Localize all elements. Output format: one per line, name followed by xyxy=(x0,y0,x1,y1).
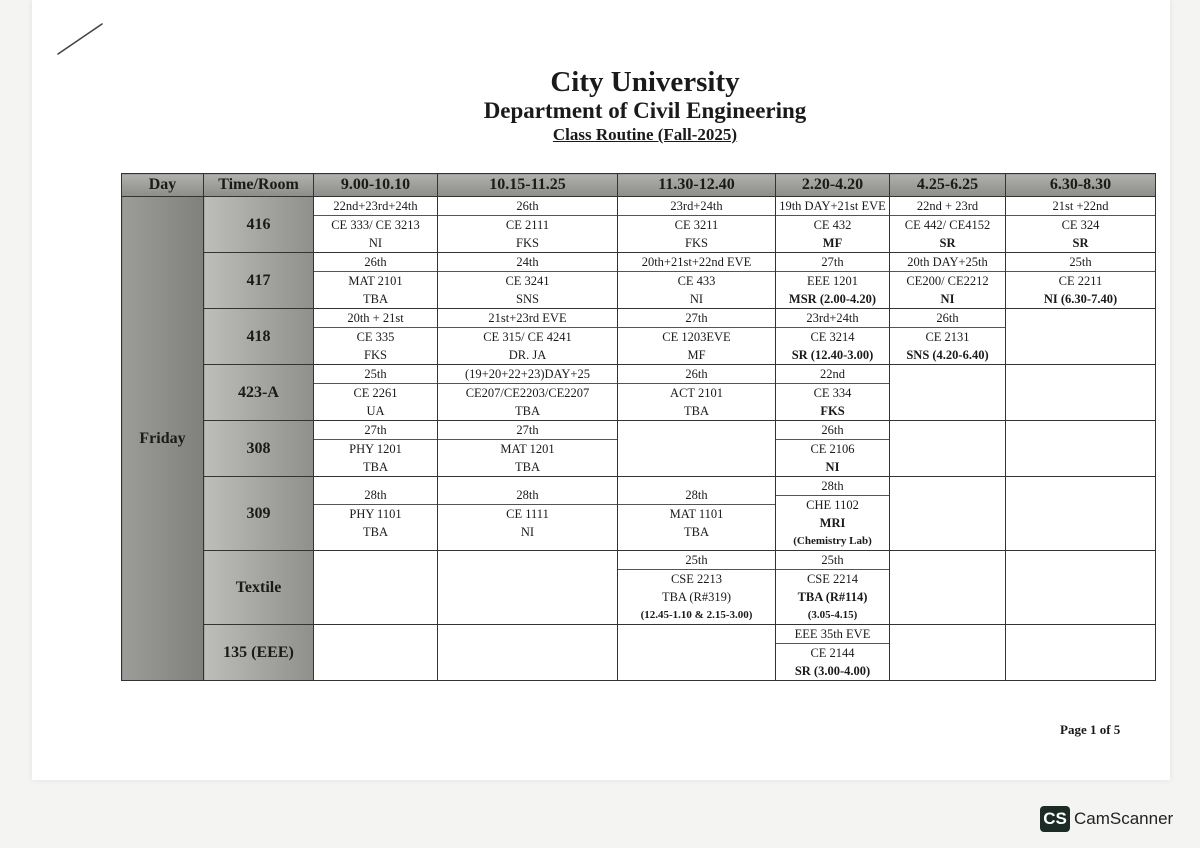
teacher-code: SR xyxy=(939,236,956,250)
time-note: (12.45-1.10 & 2.15-3.00) xyxy=(640,609,753,621)
slot-cell xyxy=(776,309,890,365)
slot-cell xyxy=(1006,421,1156,477)
day-cell: Friday xyxy=(122,197,204,681)
batch-label: 20th DAY+25th xyxy=(890,253,1005,272)
teacher-code: MRI xyxy=(819,516,846,530)
slot-cell xyxy=(618,309,776,365)
batch-label: 26th xyxy=(618,365,775,384)
teacher-code: MSR (2.00-4.20) xyxy=(788,292,877,306)
teacher-code: FKS xyxy=(516,236,539,250)
course-code: PHY 1101 xyxy=(349,507,402,521)
slot-cell xyxy=(1006,253,1156,309)
batch-label: 20th+21st+22nd EVE xyxy=(618,253,775,272)
teacher-code: SR xyxy=(1072,236,1089,250)
course-code: CSE 2213 xyxy=(670,572,723,586)
table-row xyxy=(122,625,1156,681)
batch-label: 22nd xyxy=(776,365,889,384)
slot-cell xyxy=(890,625,1006,681)
slot-cell xyxy=(314,421,438,477)
slot-cell xyxy=(618,625,776,681)
room-cell: 418 xyxy=(204,309,314,365)
teacher-code: SR (3.00-4.00) xyxy=(794,664,871,678)
camscanner-text: CamScanner xyxy=(1074,809,1174,828)
slot-cell xyxy=(890,197,1006,253)
table-row xyxy=(122,197,1156,253)
slot-cell xyxy=(890,551,1006,625)
teacher-code: NI (6.30-7.40) xyxy=(1043,292,1118,306)
slot-cell xyxy=(438,421,618,477)
slot-cell xyxy=(314,477,438,551)
batch-label: EEE 35th EVE xyxy=(776,625,889,644)
batch-label: 24th xyxy=(438,253,617,272)
time-note: (3.05-4.15) xyxy=(807,609,858,621)
course-code: CSE 2214 xyxy=(806,572,859,586)
room-cell: 309 xyxy=(204,477,314,551)
course-code: MAT 1201 xyxy=(500,442,555,456)
teacher-code: FKS xyxy=(685,236,708,250)
course-code: CE200/ CE2212 xyxy=(906,274,989,288)
batch-label: 26th xyxy=(776,421,889,440)
department-title: Department of Civil Engineering xyxy=(483,98,807,123)
course-code: CE 3241 xyxy=(505,274,550,288)
slot-cell xyxy=(314,309,438,365)
slot-cell xyxy=(776,365,890,421)
batch-label: 21st +22nd xyxy=(1006,197,1155,216)
course-code: CE207/CE2203/CE2207 xyxy=(465,386,590,400)
col-header-slot-5: 4.25-6.25 xyxy=(890,174,1006,197)
course-code: CE 2261 xyxy=(353,386,398,400)
slot-cell xyxy=(314,253,438,309)
teacher-code: DR. JA xyxy=(508,348,547,362)
col-header-slot-1: 9.00-10.10 xyxy=(314,174,438,197)
batch-label: 21st+23rd EVE xyxy=(438,309,617,328)
slot-cell xyxy=(776,421,890,477)
class-routine-table xyxy=(121,173,1156,681)
course-code: CE 324 xyxy=(1061,218,1100,232)
course-code: CE 2131 xyxy=(925,330,970,344)
room-cell: 135 (EEE) xyxy=(204,625,314,681)
batch-label: 27th xyxy=(776,253,889,272)
batch-label: 25th xyxy=(618,551,775,570)
course-code: CE 432 xyxy=(813,218,852,232)
table-row xyxy=(122,551,1156,625)
slot-cell xyxy=(618,197,776,253)
batch-label: 28th xyxy=(438,486,617,505)
teacher-code: NI xyxy=(368,236,383,250)
teacher-code: TBA xyxy=(363,460,388,474)
course-code: CE 335 xyxy=(356,330,395,344)
slot-cell xyxy=(890,365,1006,421)
teacher-code: UA xyxy=(366,404,385,418)
university-title: City University xyxy=(550,66,740,98)
course-code: CE 334 xyxy=(813,386,852,400)
slot-cell xyxy=(438,477,618,551)
room-cell: Textile xyxy=(204,551,314,625)
course-code: CE 2111 xyxy=(505,218,550,232)
slot-cell xyxy=(776,253,890,309)
course-code: CE 3214 xyxy=(810,330,855,344)
slot-cell xyxy=(618,365,776,421)
page-number: Page 1 of 5 xyxy=(1060,722,1121,737)
course-code: MAT 1101 xyxy=(669,507,724,521)
room-cell: 423-A xyxy=(204,365,314,421)
slot-cell xyxy=(314,197,438,253)
slot-cell xyxy=(1006,551,1156,625)
teacher-code: TBA xyxy=(363,525,388,539)
teacher-code: NI xyxy=(520,525,535,539)
slot-cell xyxy=(1006,477,1156,551)
course-code: CE 315/ CE 4241 xyxy=(483,330,572,344)
batch-label: 23rd+24th xyxy=(618,197,775,216)
course-code: CE 2144 xyxy=(810,646,855,660)
pen-stroke-mark xyxy=(56,22,104,56)
camscanner-watermark xyxy=(1040,806,1173,832)
document-header xyxy=(0,66,1200,146)
batch-label: 28th xyxy=(776,477,889,496)
col-header-room: Time/Room xyxy=(204,174,314,197)
course-code: CE 333/ CE 3213 xyxy=(331,218,420,232)
table-row xyxy=(122,421,1156,477)
teacher-code: NI xyxy=(825,460,840,474)
teacher-code: FKS xyxy=(364,348,387,362)
room-cell: 417 xyxy=(204,253,314,309)
batch-label: 25th xyxy=(1006,253,1155,272)
slot-cell xyxy=(890,309,1006,365)
course-code: CE 442/ CE4152 xyxy=(904,218,991,232)
course-code: CHE 1102 xyxy=(806,498,859,512)
teacher-code: NI xyxy=(689,292,704,306)
slot-cell xyxy=(314,625,438,681)
teacher-code: TBA (R#319) xyxy=(661,590,732,604)
header-row xyxy=(122,174,1156,197)
slot-cell xyxy=(1006,197,1156,253)
batch-label: 23rd+24th xyxy=(776,309,889,328)
teacher-code: TBA xyxy=(515,460,540,474)
camscanner-icon: CS xyxy=(1040,806,1070,832)
teacher-code: TBA (R#114) xyxy=(797,590,868,604)
teacher-code: TBA xyxy=(363,292,388,306)
teacher-code: TBA xyxy=(684,525,709,539)
table-row xyxy=(122,309,1156,365)
time-note: (Chemistry Lab) xyxy=(793,535,872,547)
slot-cell xyxy=(438,197,618,253)
room-cell: 416 xyxy=(204,197,314,253)
slot-cell xyxy=(1006,309,1156,365)
col-header-slot-2: 10.15-11.25 xyxy=(438,174,618,197)
batch-label: (19+20+22+23)DAY+25 xyxy=(438,365,617,384)
batch-label: 27th xyxy=(618,309,775,328)
course-code: CE 433 xyxy=(677,274,716,288)
slot-cell xyxy=(438,625,618,681)
slot-cell xyxy=(890,421,1006,477)
col-header-slot-3: 11.30-12.40 xyxy=(618,174,776,197)
routine-title: Class Routine (Fall-2025) xyxy=(552,125,738,144)
teacher-code: MF xyxy=(687,348,706,362)
batch-label: 25th xyxy=(314,365,437,384)
slot-cell xyxy=(618,477,776,551)
room-cell: 308 xyxy=(204,421,314,477)
table-row xyxy=(122,477,1156,551)
course-code: CE 3211 xyxy=(674,218,719,232)
slot-cell xyxy=(438,309,618,365)
col-header-slot-4: 2.20-4.20 xyxy=(776,174,890,197)
course-code: CE 2106 xyxy=(810,442,855,456)
slot-cell xyxy=(618,551,776,625)
table-row xyxy=(122,253,1156,309)
course-code: MAT 2101 xyxy=(348,274,403,288)
slot-cell xyxy=(890,477,1006,551)
batch-label: 28th xyxy=(618,486,775,505)
batch-label: 19th DAY+21st EVE xyxy=(776,197,889,216)
col-header-slot-6: 6.30-8.30 xyxy=(1006,174,1156,197)
batch-label: 26th xyxy=(890,309,1005,328)
batch-label: 20th + 21st xyxy=(314,309,437,328)
batch-label: 25th xyxy=(776,551,889,570)
batch-label: 28th xyxy=(314,486,437,505)
batch-label: 26th xyxy=(314,253,437,272)
batch-label: 22nd + 23rd xyxy=(890,197,1005,216)
course-code: CE 2211 xyxy=(1058,274,1103,288)
slot-cell xyxy=(618,253,776,309)
teacher-code: MF xyxy=(822,236,843,250)
slot-cell xyxy=(618,421,776,477)
slot-cell xyxy=(776,625,890,681)
slot-cell xyxy=(890,253,1006,309)
course-code: EEE 1201 xyxy=(806,274,859,288)
teacher-code: SNS xyxy=(516,292,539,306)
slot-cell xyxy=(438,551,618,625)
teacher-code: FKS xyxy=(820,404,845,418)
slot-cell xyxy=(438,365,618,421)
course-code: PHY 1201 xyxy=(349,442,402,456)
course-code: CE 1203EVE xyxy=(662,330,731,344)
teacher-code: SR (12.40-3.00) xyxy=(791,348,874,362)
table-row xyxy=(122,365,1156,421)
slot-cell xyxy=(314,365,438,421)
course-code: CE 1111 xyxy=(506,507,549,521)
course-code: ACT 2101 xyxy=(670,386,723,400)
teacher-code: TBA xyxy=(684,404,709,418)
col-header-day: Day xyxy=(122,174,204,197)
teacher-code: TBA xyxy=(515,404,540,418)
teacher-code: NI xyxy=(940,292,955,306)
slot-cell xyxy=(438,253,618,309)
batch-label: 22nd+23rd+24th xyxy=(314,197,437,216)
slot-cell xyxy=(1006,625,1156,681)
slot-cell xyxy=(314,551,438,625)
slot-cell xyxy=(1006,365,1156,421)
batch-label: 27th xyxy=(438,421,617,440)
slot-cell xyxy=(776,477,890,551)
slot-cell xyxy=(776,551,890,625)
batch-label: 27th xyxy=(314,421,437,440)
slot-cell xyxy=(776,197,890,253)
batch-label: 26th xyxy=(438,197,617,216)
teacher-code: SNS (4.20-6.40) xyxy=(906,348,989,362)
